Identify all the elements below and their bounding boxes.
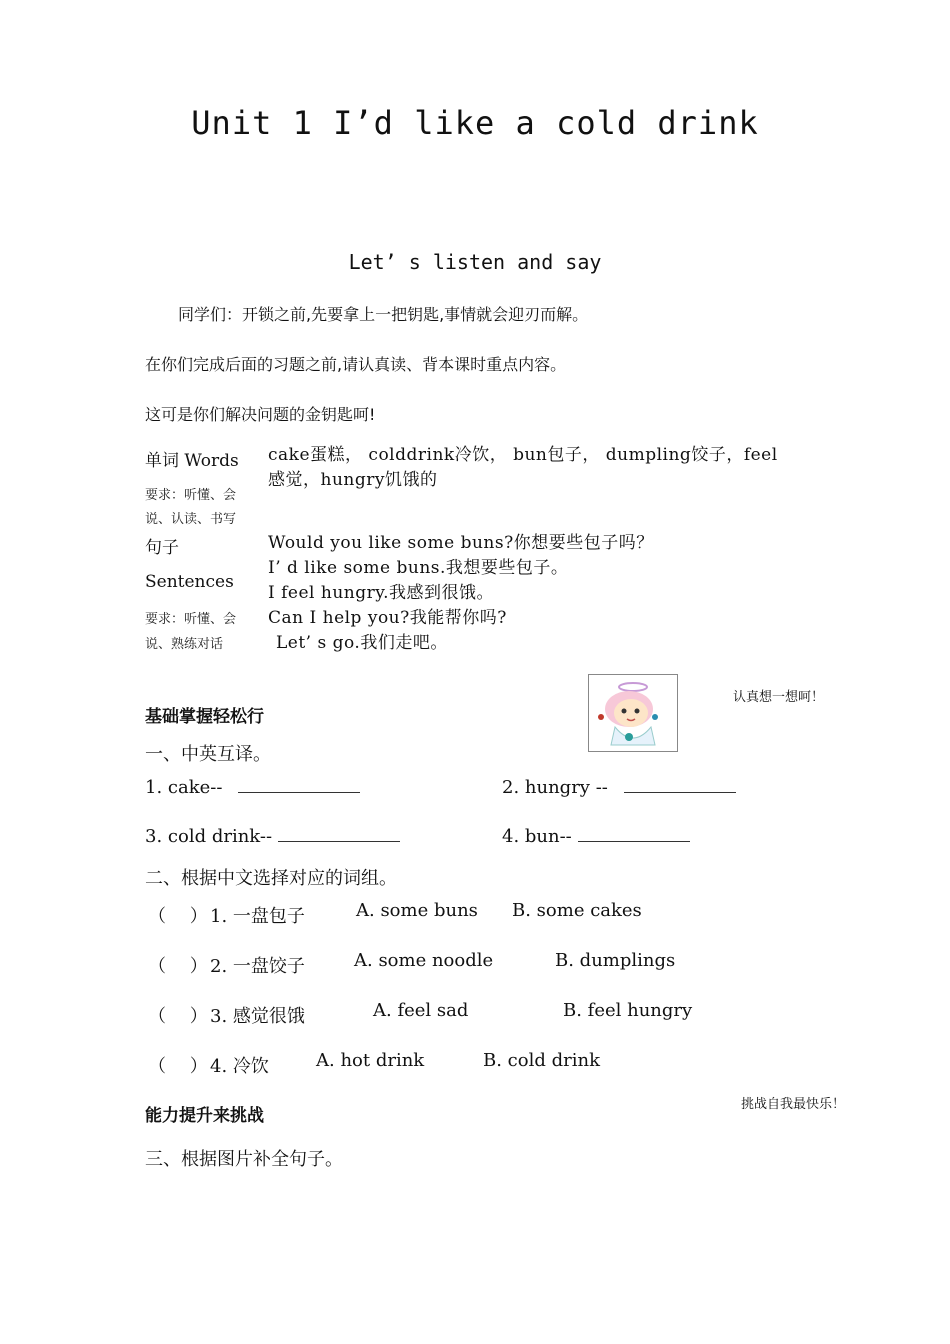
- answer-blank[interactable]: [624, 776, 736, 793]
- part-1-heading: 一、中英互译。: [145, 744, 271, 765]
- choice-question: 3. 感觉很饿: [210, 1006, 305, 1027]
- section-2-note: 挑战自我最快乐！: [741, 1097, 846, 1112]
- choice-paren[interactable]: （ ）: [148, 956, 208, 977]
- sentences-label-en: Sentences: [145, 572, 234, 592]
- words-label: 单词 Words: [145, 451, 239, 471]
- cartoon-angel-icon: [588, 674, 678, 752]
- translate-item-label: 4. bun--: [502, 826, 572, 847]
- translate-item-2: [502, 776, 736, 798]
- choice-option-b: B. some cakes: [512, 900, 642, 921]
- intro-line-3: 这可是你们解决问题的金钥匙呵!: [145, 405, 376, 424]
- sentences-requirement-2: 说、熟练对话: [145, 637, 224, 652]
- lesson-subtitle: Let’ s listen and say: [348, 250, 602, 274]
- words-line-1: cake蛋糕， colddrink冷饮， bun包子， dumpling饺子，feel: [268, 445, 778, 465]
- translate-item-4: [502, 825, 690, 847]
- words-line-2: 感觉，hungry饥饿的: [268, 470, 438, 490]
- section-2-title: 能力提升来挑战: [145, 1106, 264, 1126]
- answer-blank[interactable]: [578, 825, 690, 842]
- section-1-note: 认真想一想呵！: [733, 690, 825, 705]
- translate-item-label: 1. cake--: [145, 777, 223, 798]
- words-requirement-2: 说、认读、书写: [145, 512, 237, 527]
- choice-option-b: B. dumplings: [555, 950, 676, 971]
- sentences-requirement-1: 要求：听懂、会: [145, 612, 237, 627]
- choice-option-a: A. some noodle: [354, 950, 494, 971]
- sentence-line: I feel hungry.我感到很饿。: [268, 583, 494, 603]
- choice-option-a: A. some buns: [356, 900, 478, 921]
- choice-option-b: B. feel hungry: [563, 1000, 693, 1021]
- choice-option-a: A. hot drink: [316, 1050, 425, 1071]
- choice-option-b: B. cold drink: [483, 1050, 600, 1071]
- choice-question: 4. 冷饮: [210, 1056, 269, 1077]
- part-3-heading: 三、根据图片补全句子。: [145, 1149, 343, 1170]
- sentence-line: Would you like some buns?你想要些包子吗？: [268, 533, 654, 553]
- part-2-heading: 二、根据中文选择对应的词组。: [145, 868, 397, 889]
- choice-question: 1. 一盘包子: [210, 906, 305, 927]
- choice-question: 2. 一盘饺子: [210, 956, 305, 977]
- choice-paren[interactable]: （ ）: [148, 906, 208, 927]
- section-1-title: 基础掌握轻松行: [145, 707, 264, 727]
- page-title: Unit 1 I’d like a cold drink: [191, 104, 759, 142]
- translate-item-1: [145, 776, 360, 798]
- intro-line-2: 在你们完成后面的习题之前,请认真读、背本课时重点内容。: [145, 355, 567, 374]
- translate-item-label: 2. hungry --: [502, 777, 608, 798]
- answer-blank[interactable]: [238, 776, 360, 793]
- sentences-label-cn: 句子: [145, 538, 179, 558]
- choice-option-a: A. feel sad: [373, 1000, 469, 1021]
- translate-item-3: [145, 825, 400, 847]
- choice-paren[interactable]: （ ）: [148, 1006, 208, 1027]
- answer-blank[interactable]: [278, 825, 400, 842]
- words-requirement-1: 要求：听懂、会: [145, 488, 237, 503]
- choice-paren[interactable]: （ ）: [148, 1056, 208, 1077]
- sentence-line: Let’ s go.我们走吧。: [276, 633, 448, 653]
- intro-line-1: 同学们：开锁之前,先要拿上一把钥匙,事情就会迎刃而解。: [178, 305, 589, 324]
- sentence-line: I’ d like some buns.我想要些包子。: [268, 558, 569, 578]
- sentence-line: Can I help you?我能帮你吗?: [268, 608, 507, 628]
- translate-item-label: 3. cold drink--: [145, 826, 273, 847]
